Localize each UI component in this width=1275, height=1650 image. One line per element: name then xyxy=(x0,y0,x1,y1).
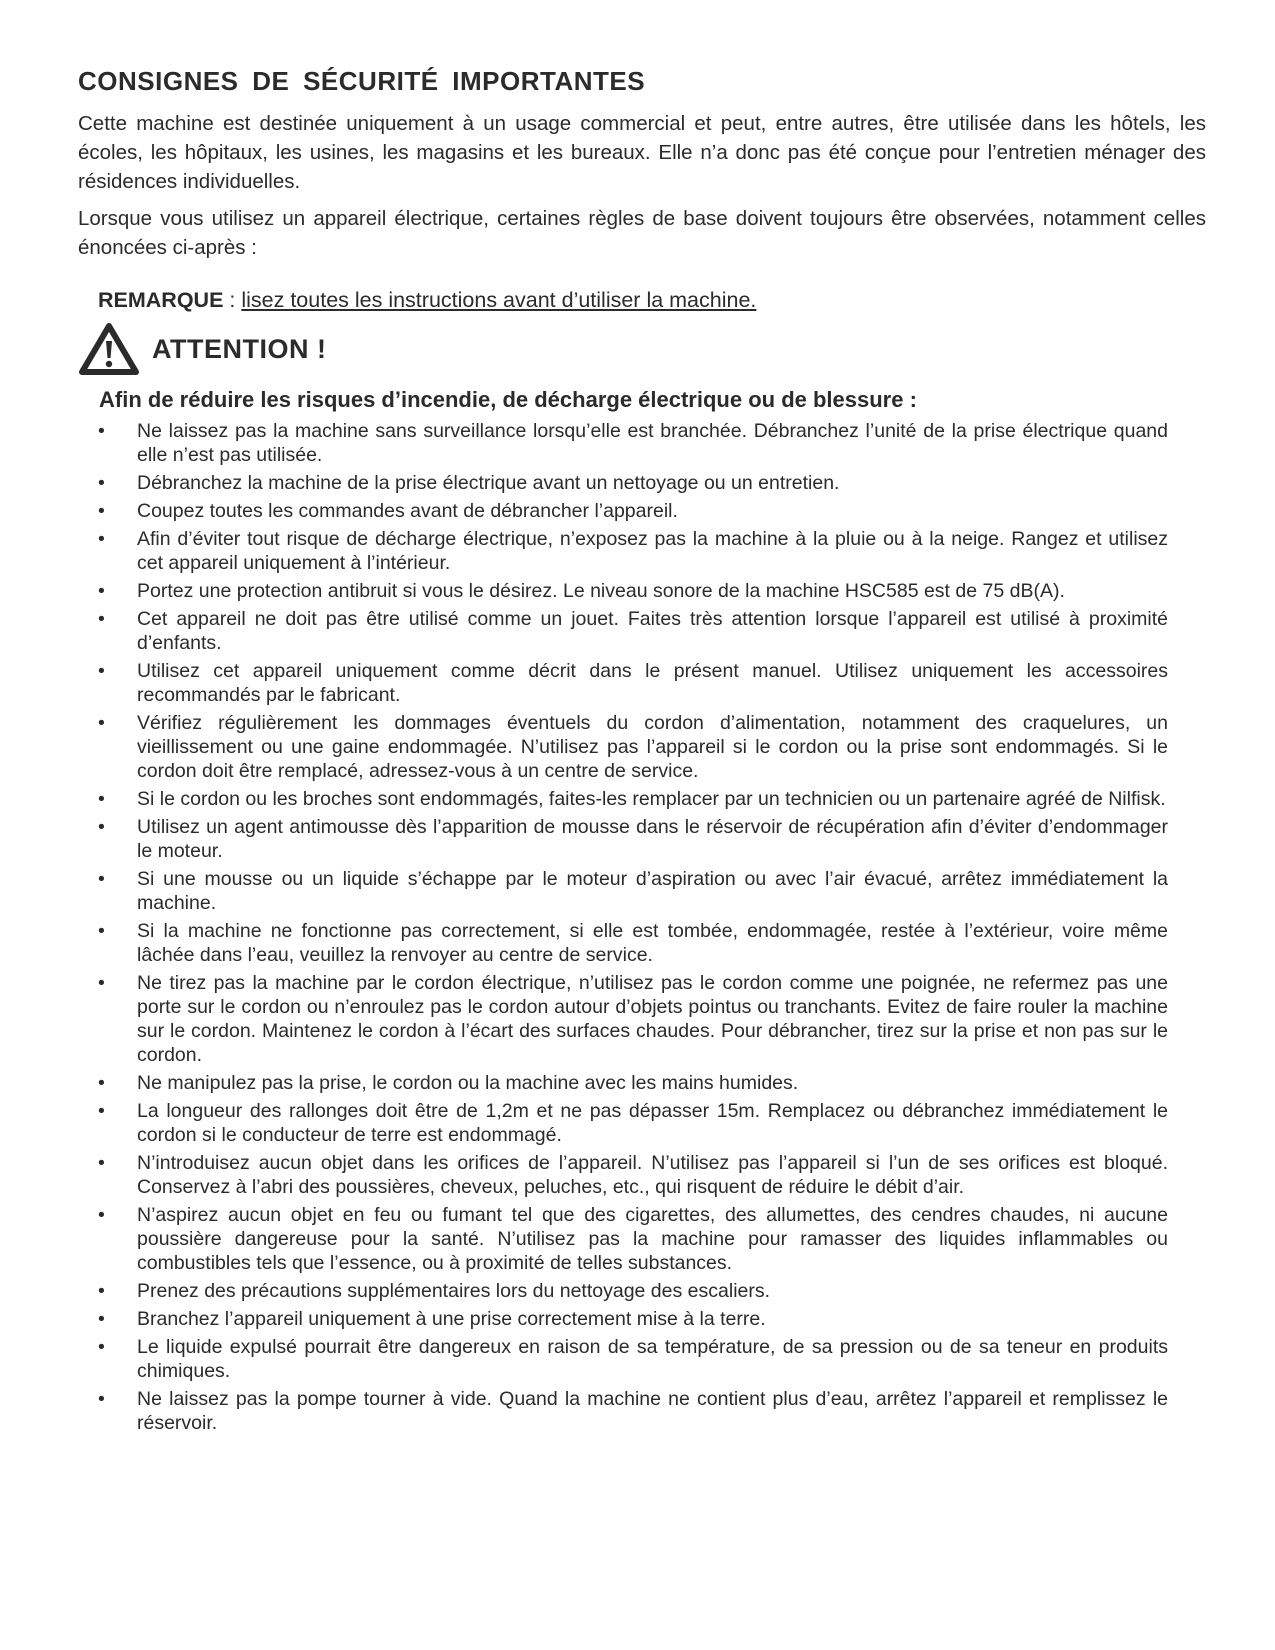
bullet-mark: • xyxy=(98,528,105,550)
list-item-text: Branchez l’appareil uniquement à une prise correctement mise à la terre. xyxy=(137,1308,766,1330)
list-item xyxy=(78,1099,1168,1147)
bullet-mark: • xyxy=(98,712,105,734)
list-item xyxy=(78,711,1168,783)
list-item xyxy=(78,919,1168,967)
bullet-mark: • xyxy=(98,868,105,890)
list-item-text: Le liquide expulsé pourrait être dangereux en raison de sa température, de sa pression ou de sa teneur en produits chimiques. xyxy=(137,1336,1168,1382)
bullet-mark: • xyxy=(98,1204,105,1226)
bullet-mark: • xyxy=(98,608,105,630)
bullet-mark: • xyxy=(98,1388,105,1410)
list-item xyxy=(78,787,1168,811)
list-item xyxy=(78,1387,1168,1435)
bullet-mark: • xyxy=(98,816,105,838)
intro-paragraph-rules: Lorsque vous utilisez un appareil électrique, certaines règles de base doivent toujours être observées, notamment celles énoncées ci-après : xyxy=(78,207,1206,259)
list-item xyxy=(78,527,1168,575)
list-item-text: Utilisez cet appareil uniquement comme décrit dans le présent manuel. Utilisez uniquement les accessoires recommandés par le fabricant. xyxy=(137,660,1168,706)
list-item-text: Portez une protection antibruit si vous le désirez. Le niveau sonore de la machine HSC585 est de 75 dB(A). xyxy=(137,580,1065,602)
bullet-mark: • xyxy=(98,660,105,682)
list-item-text: Débranchez la machine de la prise électrique avant un nettoyage ou un entretien. xyxy=(137,472,840,494)
list-item xyxy=(78,419,1168,467)
list-item xyxy=(78,1071,1168,1095)
list-item-text: Si le cordon ou les broches sont endommagés, faites-les remplacer par un technicien ou un partenaire agréé de Nilfisk. xyxy=(137,788,1166,810)
list-item xyxy=(78,471,1168,495)
list-item xyxy=(78,607,1168,655)
list-item-text: Coupez toutes les commandes avant de débrancher l’appareil. xyxy=(137,500,678,522)
list-item-text: Ne laissez pas la machine sans surveillance lorsqu’elle est branchée. Débranchez l’unité de la prise électrique quand elle n’est pas utilisée. xyxy=(137,420,1168,466)
bullet-mark: • xyxy=(98,472,105,494)
warning-triangle-icon xyxy=(78,322,140,376)
risk-subheading: Afin de réduire les risques d’incendie, de décharge électrique ou de blessure : xyxy=(99,387,917,412)
bullet-mark: • xyxy=(98,580,105,602)
list-item-text: La longueur des rallonges doit être de 1,2m et ne pas dépasser 15m. Remplacez ou débranchez immédiatement le cordon si le conducteur de terre est endommagé. xyxy=(137,1100,1168,1146)
bullet-mark: • xyxy=(98,788,105,810)
remark-text: lisez toutes les instructions avant d’utiliser la machine. xyxy=(241,288,757,312)
bullet-mark: • xyxy=(98,1336,105,1358)
list-item xyxy=(78,971,1168,1067)
bullet-mark: • xyxy=(98,1072,105,1094)
list-item xyxy=(78,1307,1168,1331)
list-item xyxy=(78,1279,1168,1303)
list-item-text: Ne laissez pas la pompe tourner à vide. Quand la machine ne contient plus d’eau, arrêtez l’appareil et remplissez le réservoir. xyxy=(137,1388,1168,1434)
list-item-text: Si la machine ne fonctionne pas correctement, si elle est tombée, endommagée, restée à l’extérieur, voire même lâchée dans l’eau, veuillez la renvoyer au centre de service. xyxy=(137,920,1168,966)
list-item-text: Ne manipulez pas la prise, le cordon ou la machine avec les mains humides. xyxy=(137,1072,799,1094)
list-item xyxy=(78,867,1168,915)
bullet-mark: • xyxy=(98,1152,105,1174)
list-item xyxy=(78,579,1168,603)
list-item-text: Ne tirez pas la machine par le cordon électrique, n’utilisez pas le cordon comme une poignée, ne refermez pas une porte sur le cordon ou n’enroulez pas le cordon autour d’objets pointus ou tranchants. Evitez de faire rouler la machine sur le cordon. Maintenez le cordon à l’écart des surfaces chaudes. Pour débrancher, tirez sur la prise et non pas sur le cordon. xyxy=(137,972,1168,1066)
list-item-text: Utilisez un agent antimousse dès l’apparition de mousse dans le réservoir de récupération afin d’éviter d’endommager le moteur. xyxy=(137,816,1168,862)
attention-label: ATTENTION ! xyxy=(152,333,327,364)
list-item-text: Afin d’éviter tout risque de décharge électrique, n’exposez pas la machine à la pluie ou à la neige. Rangez et utilisez cet appareil uniquement à l’intérieur. xyxy=(137,528,1168,574)
list-item xyxy=(78,1335,1168,1383)
intro-paragraph-usage: Cette machine est destinée uniquement à un usage commercial et peut, entre autres, être utilisée dans les hôtels, les écoles, les hôpitaux, les usines, les magasins et les bureaux. Elle n’a donc pas été conçue pour l’entretien ménager des résidences individuelles. xyxy=(78,112,1206,193)
attention-heading xyxy=(78,319,1206,379)
bullet-mark: • xyxy=(98,1308,105,1330)
list-item-text: Cet appareil ne doit pas être utilisé comme un jouet. Faites très attention lorsque l’appareil est utilisé à proximité d’enfants. xyxy=(137,608,1168,654)
list-item xyxy=(78,1203,1168,1275)
list-item xyxy=(78,1151,1168,1199)
bullet-mark: • xyxy=(98,420,105,442)
list-item xyxy=(78,659,1168,707)
bullet-mark: • xyxy=(98,1280,105,1302)
safety-items-list xyxy=(78,419,1168,1435)
list-item-text: Si une mousse ou un liquide s’échappe par le moteur d’aspiration ou avec l’air évacué, arrêtez immédiatement la machine. xyxy=(137,868,1168,914)
remark-note xyxy=(98,288,1206,313)
list-item-text: N’aspirez aucun objet en feu ou fumant tel que des cigarettes, des allumettes, des cendres chaudes, ni aucune poussière dangereuse pour la santé. N’utilisez pas la machine pour ramasser des liquides inflammables ou combustibles tels que l’essence, ou à proximité de telles substances. xyxy=(137,1204,1168,1274)
bullet-mark: • xyxy=(98,1100,105,1122)
list-item-text: N’introduisez aucun objet dans les orifices de l’appareil. N’utilisez pas l’appareil si l’un de ses orifices est bloqué. Conservez à l’abri des poussières, cheveux, peluches, etc., qui risquent de réduire le débit d’air. xyxy=(137,1152,1168,1198)
remark-separator: : xyxy=(223,288,242,312)
bullet-mark: • xyxy=(98,500,105,522)
bullet-mark: • xyxy=(98,920,105,942)
list-item-text: Vérifiez régulièrement les dommages éventuels du cordon d’alimentation, notamment des craquelures, un vieillissement ou une gaine endommagée. N’utilisez pas l’appareil si le cordon ou la prise sont endommagés. Si le cordon doit être remplacé, adressez-vous à un centre de service. xyxy=(137,712,1168,782)
list-item xyxy=(78,499,1168,523)
safety-instructions-page xyxy=(78,66,1206,1439)
list-item xyxy=(78,815,1168,863)
bullet-mark: • xyxy=(98,972,105,994)
page-title: CONSIGNES DE SÉCURITÉ IMPORTANTES xyxy=(78,66,646,96)
list-item-text: Prenez des précautions supplémentaires lors du nettoyage des escaliers. xyxy=(137,1280,771,1302)
remark-label: REMARQUE xyxy=(98,288,224,312)
